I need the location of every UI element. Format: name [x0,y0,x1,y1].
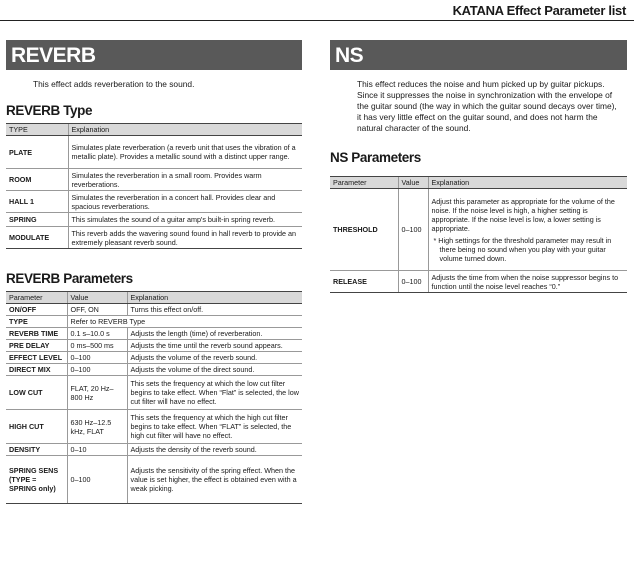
table-row [6,136,302,169]
table-row [6,316,302,328]
reverb-type-table [6,123,302,249]
reverb-title-bar: REVERB [6,40,302,70]
param-value: Refer to REVERB Type [67,316,302,328]
type-explanation: Simulates plate reverberation (a reverb unit that uses the vibration of a metallic plate). Provides a metallic sound with a distinct upper range. [68,136,302,169]
param-explanation: Adjusts the density of the reverb sound. [127,444,302,456]
table-row [6,328,302,340]
header-rule [0,20,634,21]
column-header-explanation: Explanation [127,292,302,304]
table-row [6,227,302,249]
column-header-value: Value [67,292,127,304]
param-value: 0–10 [67,444,127,456]
table-row [6,191,302,213]
table-header-row [6,124,302,136]
param-name: PRE DELAY [6,340,67,352]
param-value: 0–100 [398,189,428,271]
type-explanation: Simulates the reverberation in a concert hall. Provides clear and spacious reverberations. [68,191,302,213]
type-name: ROOM [6,169,68,191]
column-header-parameter: Parameter [330,177,398,189]
reverb-type-heading: REVERB Type [6,103,93,118]
param-explanation: Turns this effect on/off. [127,304,302,316]
column-header-type: TYPE [6,124,68,136]
param-value: 0–100 [67,352,127,364]
table-row [6,364,302,376]
param-value: 0 ms–500 ms [67,340,127,352]
param-name: DENSITY [6,444,67,456]
param-value: 0–100 [398,271,428,293]
param-value: OFF, ON [67,304,127,316]
table-row [6,213,302,227]
ns-params-heading: NS Parameters [330,150,421,165]
table-row [330,271,627,293]
table-row [6,444,302,456]
param-name: RELEASE [330,271,398,293]
param-value: 0–100 [67,364,127,376]
reverb-params-table [6,291,302,504]
table-row [6,410,302,444]
param-explanation: Adjusts the volume of the direct sound. [127,364,302,376]
ns-section [330,40,627,293]
param-explanation: This sets the frequency at which the low cut filter begins to take effect. When “Flat” is selected, the low cut filter will have no effect. [127,376,302,410]
param-explanation: Adjusts the time from when the noise suppressor begins to function until the noise level reaches “0.” [428,271,627,293]
param-name: SPRING SENS (TYPE = SPRING only) [6,456,67,504]
param-explanation: Adjusts the length (time) of reverberation. [127,328,302,340]
table-row [6,376,302,410]
type-name: MODULATE [6,227,68,249]
param-value: 0–100 [67,456,127,504]
type-explanation: This simulates the sound of a guitar amp's built-in spring reverb. [68,213,302,227]
param-explanation: This sets the frequency at which the high cut filter begins to take effect. When “FLAT” is selected, the high cut filter will have no effect. [127,410,302,444]
type-name: HALL 1 [6,191,68,213]
param-note: * High settings for the threshold parameter may result in there being no sound when you play with your guitar volume turned down. [433,235,612,263]
column-header-explanation: Explanation [428,177,627,189]
param-explanation: Adjusts the sensitivity of the spring effect. When the value is set higher, the effect is obtained even with a weak picking. [127,456,302,504]
document-title: KATANA Effect Parameter list [452,3,626,18]
table-header-row [330,177,627,189]
param-explanation: Adjusts the time until the reverb sound appears. [127,340,302,352]
type-explanation: This reverb adds the wavering sound found in hall reverb to provide an extremely pleasant reverb sound. [68,227,302,249]
param-name: EFFECT LEVEL [6,352,67,364]
param-value: 0.1 s–10.0 s [67,328,127,340]
column-header-parameter: Parameter [6,292,67,304]
type-name: SPRING [6,213,68,227]
param-explanation: Adjusts the volume of the reverb sound. [127,352,302,364]
param-explanation [428,189,627,271]
param-name: ON/OFF [6,304,67,316]
ns-title-bar: NS [330,40,627,70]
table-row [6,456,302,504]
ns-params-table [330,176,627,293]
param-name: REVERB TIME [6,328,67,340]
table-row [6,340,302,352]
column-header-value: Value [398,177,428,189]
table-row [6,169,302,191]
table-header-row [6,292,302,304]
table-row [330,189,627,271]
param-name: HIGH CUT [6,410,67,444]
param-explanation-text: Adjust this parameter as appropriate for the volume of the noise. If the noise level is high, a higher setting is appropriate. If the noise level is low, a lower setting is appropriate. [431,196,615,233]
param-name: THRESHOLD [330,189,398,271]
column-header-explanation: Explanation [68,124,302,136]
type-explanation: Simulates the reverberation in a small room. Provides warm reverberations. [68,169,302,191]
param-name: LOW CUT [6,376,67,410]
param-name: DIRECT MIX [6,364,67,376]
table-row [6,304,302,316]
param-value: 630 Hz–12.5 kHz, FLAT [67,410,127,444]
ns-intro: This effect reduces the noise and hum picked up by guitar pickups. Since it suppresses the noise in synchronization with the envelope of the guitar sound (the way in which the guitar sound decays over time), it has very little effect on the guitar sound, and does not harm the natural character of the sound. [357,79,617,133]
reverb-section [6,40,302,504]
type-name: PLATE [6,136,68,169]
param-name: TYPE [6,316,67,328]
table-row [6,352,302,364]
reverb-params-heading: REVERB Parameters [6,271,133,286]
param-value: FLAT, 20 Hz–800 Hz [67,376,127,410]
reverb-intro: This effect adds reverberation to the sound. [33,79,195,89]
